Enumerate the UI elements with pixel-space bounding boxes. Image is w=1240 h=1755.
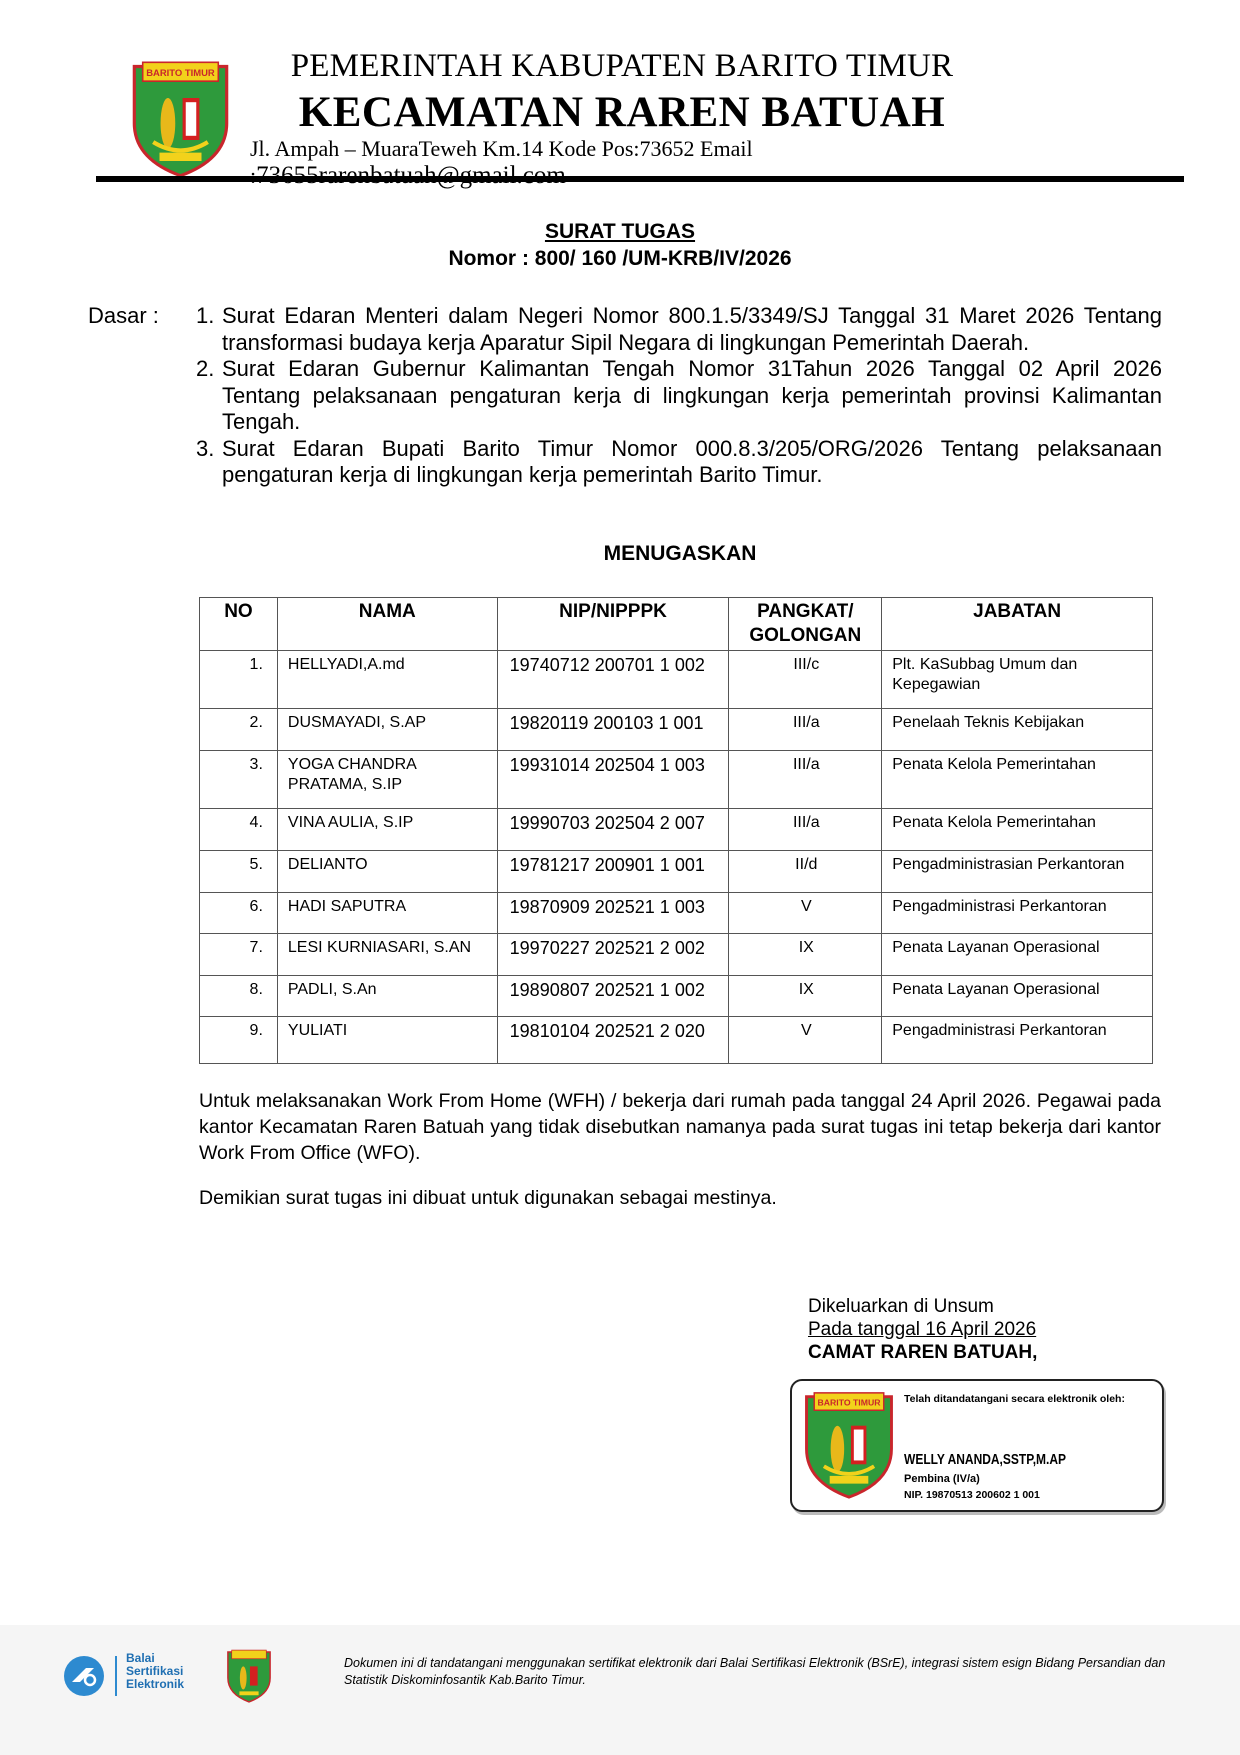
cell-jabatan: Pengadministrasi Perkantoran — [882, 893, 1153, 934]
table-header-row — [200, 598, 1153, 651]
issued-at: Dikeluarkan di Unsum — [808, 1296, 994, 1317]
cell-no: 9. — [200, 1017, 278, 1064]
section-heading-menugaskan: MENUGASKAN — [603, 542, 757, 565]
esign-note: Telah ditandatangani secara elektronik oleh: — [904, 1393, 1125, 1405]
dasar-text: Surat Edaran Bupati Barito Timur Nomor 000.8.3/205/ORG/2026 Tentang pelaksanaan pengaturan kerja di lingkungan kerja pemerintah Barito Timur. — [222, 435, 1162, 487]
signature-block — [808, 1295, 1037, 1364]
table-row — [200, 851, 1153, 893]
cell-nama: DUSMAYADI, S.AP — [277, 709, 497, 751]
cell-nip: 19970227 202521 2 002 — [497, 934, 729, 976]
document-title: SURAT TUGAS — [544, 220, 696, 243]
dasar-text: Surat Edaran Gubernur Kalimantan Tengah Nomor 31Tahun 2026 Tanggal 02 April 2026 Tentang pelaksanaan pengaturan kerja di lingkungan kerja pemerintah provinsi Kalimantan Tengah. — [222, 356, 1162, 434]
cell-nama: HADI SAPUTRA — [277, 893, 497, 934]
cell-jabatan: Penata Layanan Operasional — [882, 976, 1153, 1017]
cell-nip: 19931014 202504 1 003 — [497, 751, 729, 809]
dasar-text: Surat Edaran Menteri dalam Negeri Nomor 800.1.5/3349/SJ Tanggal 31 Maret 2026 Tentang transformasi budaya kerja Aparatur Sipil Negara di lingkungan Pemerintah Daerah. — [222, 303, 1162, 355]
document-number: Nomor : 800/ 160 /UM-KRB/IV/2026 — [448, 247, 792, 270]
cell-nama: LESI KURNIASARI, S.AN — [277, 934, 497, 976]
letterhead-divider — [96, 176, 1184, 182]
svg-text:BARITO TIMUR: BARITO TIMUR — [146, 67, 215, 79]
bsre-label — [126, 1652, 184, 1691]
assignment-table — [199, 597, 1153, 1064]
cell-jabatan: Penata Kelola Pemerintahan — [882, 751, 1153, 809]
cell-nama: HELLYADI,A.md — [277, 651, 497, 709]
cell-golongan: III/a — [729, 751, 882, 809]
cell-jabatan: Pengadministrasian Perkantoran — [882, 851, 1153, 893]
dasar-item — [196, 356, 1162, 436]
cell-nama: DELIANTO — [277, 851, 497, 893]
cell-golongan: IX — [729, 934, 882, 976]
header-golongan — [729, 598, 882, 651]
cell-nip: 19990703 202504 2 007 — [497, 809, 729, 851]
cell-nip: 19820119 200103 1 001 — [497, 709, 729, 751]
table-row — [200, 809, 1153, 851]
header-nip: NIP/NIPPPK — [497, 598, 729, 651]
closing-paragraph: Demikian surat tugas ini dibuat untuk digunakan sebagai mestinya. — [199, 1187, 777, 1209]
cell-jabatan: Penelaah Teknis Kebijakan — [882, 709, 1153, 751]
barito-timur-emblem-icon — [800, 1389, 898, 1501]
cell-no: 5. — [200, 851, 278, 893]
table-row — [200, 709, 1153, 751]
cell-nama: VINA AULIA, S.IP — [277, 809, 497, 851]
cell-no: 3. — [200, 751, 278, 809]
cell-nip: 19740712 200701 1 002 — [497, 651, 729, 709]
header-no: NO — [200, 598, 278, 651]
cell-jabatan: Plt. KaSubbag Umum dan Kepegawian — [882, 651, 1153, 709]
cell-golongan: III/a — [729, 709, 882, 751]
page-footer — [0, 1625, 1240, 1755]
bsre-label-line2: Sertifikasi — [126, 1664, 184, 1678]
signatory-name: WELLY ANANDA,SSTP,M.AP — [904, 1451, 1067, 1468]
cell-golongan: V — [729, 893, 882, 934]
bsre-label-line3: Elektronik — [126, 1677, 185, 1691]
table-row — [200, 934, 1153, 976]
table-row — [200, 751, 1153, 809]
cell-no: 7. — [200, 934, 278, 976]
header-nama: NAMA — [277, 598, 497, 651]
cell-nip: 19870909 202521 1 003 — [497, 893, 729, 934]
cell-golongan: III/c — [729, 651, 882, 709]
table-row — [200, 651, 1153, 709]
dasar-number: 2. — [196, 356, 215, 381]
letterhead-government: PEMERINTAH KABUPATEN BARITO TIMUR — [290, 48, 954, 84]
cell-nip: 19810104 202521 2 020 — [497, 1017, 729, 1064]
issued-date: Pada tanggal 16 April 2026 — [808, 1319, 1037, 1340]
table-row — [200, 893, 1153, 934]
address-text: Jl. Ampah – MuaraTeweh Km.14 Kode Pos:73652 Email — [250, 136, 753, 161]
cell-golongan: II/d — [729, 851, 882, 893]
cell-nip: 19781217 200901 1 001 — [497, 851, 729, 893]
letterhead-district: KECAMATAN RAREN BATUAH — [298, 89, 946, 136]
electronic-signature-box — [790, 1379, 1164, 1512]
signatory-position: CAMAT RAREN BATUAH, — [808, 1342, 1038, 1363]
signatory-nip: NIP. 19870513 200602 1 001 — [904, 1489, 1040, 1501]
dasar-number: 1. — [196, 303, 215, 328]
table-row — [200, 1017, 1153, 1064]
cell-nama: YOGA CHANDRA PRATAMA, S.IP — [277, 751, 497, 809]
cell-nama: YULIATI — [277, 1017, 497, 1064]
svg-text:BARITO TIMUR: BARITO TIMUR — [817, 1397, 881, 1408]
barito-timur-emblem-icon — [225, 1647, 273, 1705]
footer-esign-note: Dokumen ini di tandatangani menggunakan sertifikat elektronik dari Balai Sertifikasi Elektronik (BSrE), integrasi sistem esign Bidang Persandian dan Statistik Diskominfosantik Kab.Barito Timur. — [344, 1656, 1166, 1687]
dasar-label: Dasar : — [88, 303, 159, 328]
cell-no: 6. — [200, 893, 278, 934]
wfh-paragraph: Untuk melaksanakan Work From Home (WFH) / bekerja dari rumah pada tanggal 24 April 2026. Pegawai pada kantor Kecamatan Raren Batuah yang tidak disebutkan namanya pada surat tugas ini tetap bekerja dari kantor Work From Office (WFO). — [199, 1090, 1161, 1164]
cell-golongan: IX — [729, 976, 882, 1017]
header-golongan-line1: PANGKAT/ — [757, 601, 854, 622]
cell-no: 4. — [200, 809, 278, 851]
dasar-item — [196, 303, 1162, 356]
cell-jabatan: Penata Kelola Pemerintahan — [882, 809, 1153, 851]
cell-jabatan: Penata Layanan Operasional — [882, 934, 1153, 976]
header-golongan-line2: GOLONGAN — [749, 625, 862, 646]
cell-golongan: V — [729, 1017, 882, 1064]
dasar-list — [196, 303, 1162, 489]
cell-golongan: III/a — [729, 809, 882, 851]
cell-no: 8. — [200, 976, 278, 1017]
cell-jabatan: Pengadministrasi Perkantoran — [882, 1017, 1153, 1064]
barito-timur-emblem-icon — [128, 58, 233, 180]
cell-no: 2. — [200, 709, 278, 751]
cell-nip: 19890807 202521 1 002 — [497, 976, 729, 1017]
table-row — [200, 976, 1153, 1017]
header-jabatan: JABATAN — [882, 598, 1153, 651]
dasar-item — [196, 436, 1162, 489]
cell-nama: PADLI, S.An — [277, 976, 497, 1017]
signatory-rank: Pembina (IV/a) — [904, 1473, 980, 1485]
bsre-label-line1: Balai — [126, 1651, 155, 1665]
dasar-number: 3. — [196, 435, 215, 461]
cell-no: 1. — [200, 651, 278, 709]
